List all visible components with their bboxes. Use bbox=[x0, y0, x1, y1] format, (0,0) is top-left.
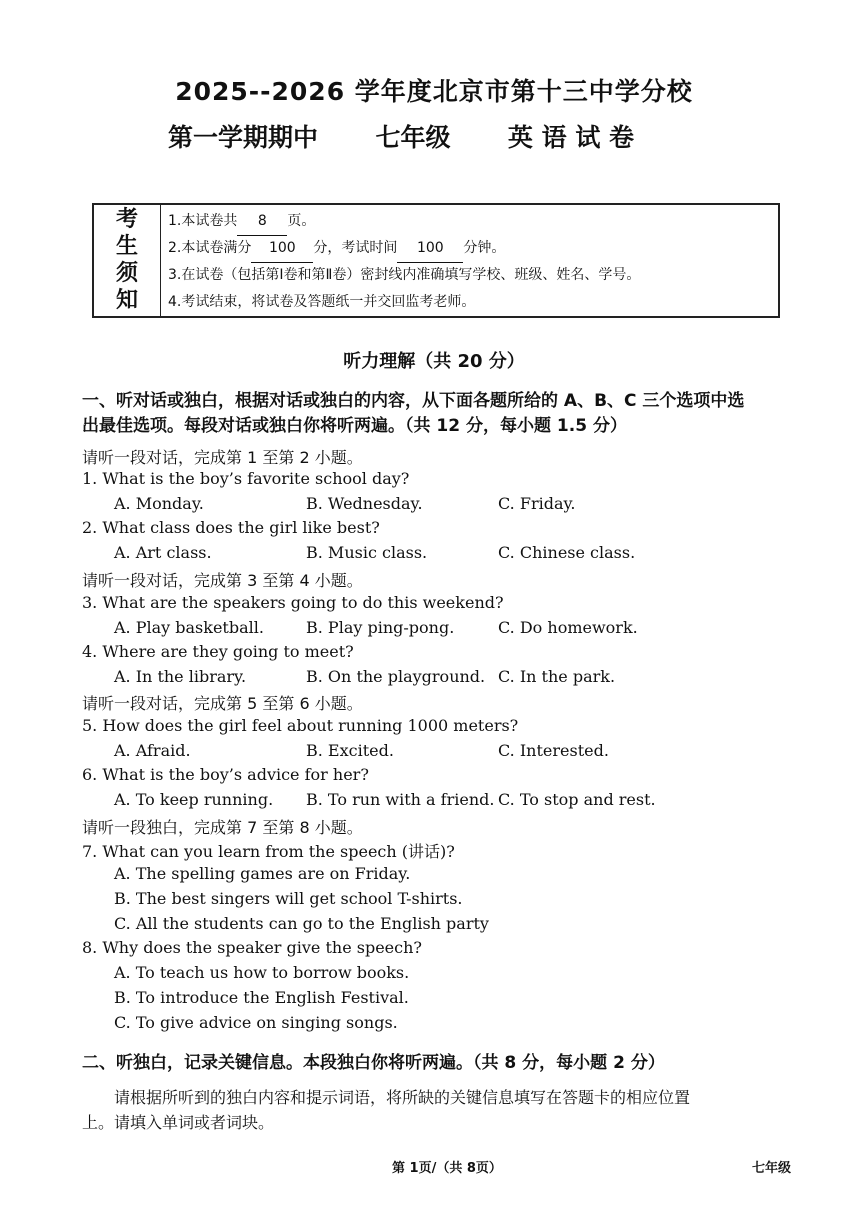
option-a: A. Monday. bbox=[114, 494, 204, 513]
part2-instruction-line2: 上。请填入单词或者词块。 bbox=[82, 1113, 275, 1132]
notice-side-label bbox=[94, 205, 161, 316]
notice-item-2: 2.本试卷满分 100 分，考试时间 100 分钟。 bbox=[168, 235, 640, 262]
option-a: A. The spelling games are on Friday. bbox=[114, 864, 411, 883]
option-a: A. Play basketball. bbox=[114, 618, 264, 637]
option-b: B. The best singers will get school T-shirts. bbox=[114, 889, 463, 908]
notice-char: 生 bbox=[115, 234, 138, 259]
full-score: 100 bbox=[251, 235, 313, 263]
part2-instruction-line1: 请根据所听到的独白内容和提示词语，将所缺的关键信息填写在答题卡的相应位置 bbox=[114, 1088, 691, 1107]
footer-grade: 七年级 bbox=[752, 1161, 792, 1176]
page-count: 8 bbox=[237, 208, 287, 236]
option-b: B. On the playground. bbox=[306, 667, 486, 686]
option-c: C. To give advice on singing songs. bbox=[114, 1013, 398, 1032]
question-stem: 3. What are the speakers going to do this weekend? bbox=[82, 593, 504, 612]
option-a: A. Art class. bbox=[114, 543, 212, 562]
option-b: B. To introduce the English Festival. bbox=[114, 988, 409, 1007]
exam-title: 2025--2026 学年度北京市第十三中学分校 bbox=[175, 77, 693, 106]
notice-char: 须 bbox=[115, 261, 138, 286]
option-a: A. Afraid. bbox=[114, 741, 191, 760]
term-label: 第一学期期中 bbox=[168, 123, 319, 152]
option-c: C. In the park. bbox=[498, 667, 616, 686]
notice-char: 知 bbox=[115, 288, 138, 313]
part1-heading-line1: 一、听对话或独白，根据对话或独白的内容，从下面各题所给的 A、B、C 三个选项中选 bbox=[82, 391, 745, 411]
subject-label: 英 语 试 卷 bbox=[507, 123, 635, 152]
notice-char: 考 bbox=[115, 207, 138, 232]
option-b: B. Excited. bbox=[306, 741, 394, 760]
option-c: C. Do homework. bbox=[498, 618, 638, 637]
option-a: A. To teach us how to borrow books. bbox=[114, 963, 410, 982]
option-c: C. All the students can go to the English party bbox=[114, 914, 489, 933]
option-c: C. To stop and rest. bbox=[498, 790, 656, 809]
option-c: C. Chinese class. bbox=[498, 543, 636, 562]
instruction: 请听一段对话，完成第 5 至第 6 小题。 bbox=[82, 694, 363, 713]
question-stem: 5. How does the girl feel about running 1000 meters? bbox=[82, 716, 519, 735]
option-b: B. To run with a friend. bbox=[306, 790, 495, 809]
notice-item-3: 3.在试卷（包括第Ⅰ卷和第Ⅱ卷）密封线内准确填写学校、班级、姓名、学号。 bbox=[168, 267, 641, 283]
question-stem: 6. What is the boy’s advice for her? bbox=[82, 765, 369, 784]
option-a: A. In the library. bbox=[114, 667, 247, 686]
instruction: 请听一段对话，完成第 1 至第 2 小题。 bbox=[82, 448, 363, 467]
question-stem: 8. Why does the speaker give the speech? bbox=[82, 938, 422, 957]
option-b: B. Wednesday. bbox=[306, 494, 423, 513]
section-title: 听力理解（共 20 分） bbox=[343, 351, 525, 372]
grade-label: 七年级 bbox=[375, 123, 451, 152]
option-c: C. Friday. bbox=[498, 494, 576, 513]
option-a: A. To keep running. bbox=[114, 790, 274, 809]
option-c: C. Interested. bbox=[498, 741, 609, 760]
page-number: 第 1页/（共 8页） bbox=[392, 1161, 502, 1176]
exam-duration: 100 bbox=[397, 235, 463, 263]
instruction: 请听一段独白，完成第 7 至第 8 小题。 bbox=[82, 818, 363, 837]
question-stem: 1. What is the boy’s favorite school day? bbox=[82, 469, 410, 488]
exam-subtitle bbox=[168, 118, 634, 154]
instruction: 请听一段对话，完成第 3 至第 4 小题。 bbox=[82, 571, 363, 590]
question-stem: 2. What class does the girl like best? bbox=[82, 518, 380, 537]
option-b: B. Play ping-pong. bbox=[306, 618, 455, 637]
part1-heading-line2: 出最佳选项。每段对话或独白你将听两遍。（共 12 分，每小题 1.5 分） bbox=[82, 416, 627, 436]
question-stem: 4. Where are they going to meet? bbox=[82, 642, 354, 661]
option-b: B. Music class. bbox=[306, 543, 428, 562]
part2-heading: 二、听独白，记录关键信息。本段独白你将听两遍。（共 8 分，每小题 2 分） bbox=[82, 1053, 665, 1073]
notice-item-1: 1.本试卷共 8 页。 bbox=[168, 208, 640, 235]
question-stem: 7. What can you learn from the speech (讲话)? bbox=[82, 842, 455, 861]
exam-notice-box bbox=[92, 203, 780, 318]
notice-item-4: 4.考试结束，将试卷及答题纸一并交回监考老师。 bbox=[168, 294, 476, 310]
notice-items bbox=[168, 208, 640, 316]
